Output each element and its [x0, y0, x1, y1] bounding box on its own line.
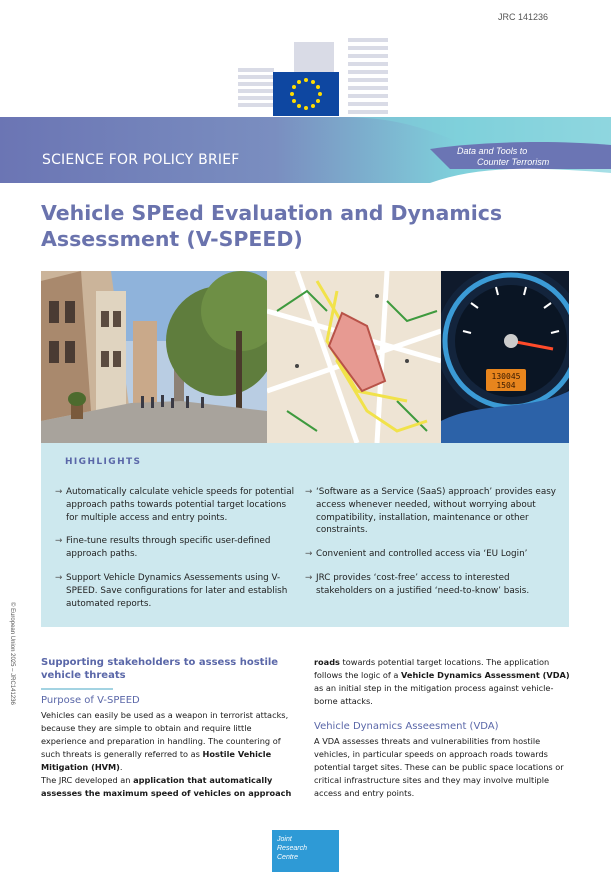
arrow-icon: →	[55, 487, 63, 497]
arrow-icon: →	[55, 536, 63, 547]
highlight-item: → Fine-tune results through specific user-defined approach paths.	[55, 536, 271, 560]
application-paragraph-cont: roads towards potential target locations. The application follows the logic of a Vehicle Dynamics Assessment (VDA) as an initial step in the mitigation process against vehicle-borne attacks.	[314, 657, 570, 706]
jrc-logo	[272, 830, 339, 872]
arrow-icon: →	[55, 572, 63, 583]
highlight-item: → Automatically calculate vehicle speeds for potential approach paths towards potential target locations for multiple access and entry points.	[55, 487, 295, 523]
highlight-item: → Support Vehicle Dynamics Asessements using V-SPEED. Save configurations for later and establish automated reports.	[55, 572, 288, 609]
header-photos	[41, 271, 569, 443]
arrow-icon: →	[305, 549, 313, 560]
highlight-item: → Convenient and controlled access via ‘EU Login’	[305, 549, 528, 560]
banner-title: SCIENCE FOR POLICY BRIEF	[42, 152, 240, 168]
banner-tagline: Counter Terrorism	[477, 157, 550, 167]
map-image	[267, 271, 441, 443]
section-underline	[41, 688, 113, 690]
eu-flag-icon	[273, 72, 339, 116]
section-heading: Supporting stakeholders to assess hostile vehicle threats	[41, 657, 279, 681]
report-number: JRC 141236	[497, 12, 548, 22]
highlights-left-column	[55, 486, 300, 621]
highlights-heading: HIGHLIGHTS	[65, 457, 142, 467]
copyright-note: © European Union 2025 – JRC141236	[9, 602, 15, 705]
vda-heading: Vehicle Dynamics Asseesment (VDA)	[314, 721, 499, 732]
application-paragraph: The JRC developed an application that automatically assesses the maximum speed of vehicles on approach	[41, 775, 292, 798]
odometer-readout: 1504	[496, 381, 516, 390]
purpose-paragraph: Vehicles can easily be used as a weapon in terrorist attacks, because they are simple to obtain and require little experience and preparation in handling. The countering of such threats is generally referred to as Hostile Vehicle Mitigation (HVM).	[41, 710, 289, 772]
arrow-icon: →	[305, 487, 313, 497]
odometer-readout: 130045	[491, 372, 521, 381]
arrow-icon: →	[305, 572, 313, 583]
highlight-item: → JRC provides ‘cost-free’ access to interested stakeholders on a justified ‘need-to-know’ basis.	[305, 572, 530, 596]
purpose-heading: Purpose of V-SPEED	[41, 695, 140, 706]
highlights-right-column	[305, 486, 561, 609]
jrc-logo-text: Joint Research Centre	[277, 836, 307, 861]
highlights-box	[41, 443, 569, 627]
page-title: Vehicle SPEed Evaluation and Dynamics Assessment (V-SPEED)	[41, 201, 503, 251]
highlight-item: → ‘Software as a Service (SaaS) approach’ provides easy access whenever needed, without worrying about compatibility, installation, maintenance or other constraints.	[305, 487, 557, 536]
street-photo	[41, 271, 267, 443]
vda-paragraph: A VDA assesses threats and vulnerabilities from hostile vehicles, in particular speeds on approach roads towards potential target sites. These can be public space locations or critical infrastructure sites and they may involve multiple access and entry points.	[314, 736, 564, 798]
speedometer-photo	[441, 271, 569, 443]
banner-tagline: Data and Tools to	[457, 146, 528, 156]
